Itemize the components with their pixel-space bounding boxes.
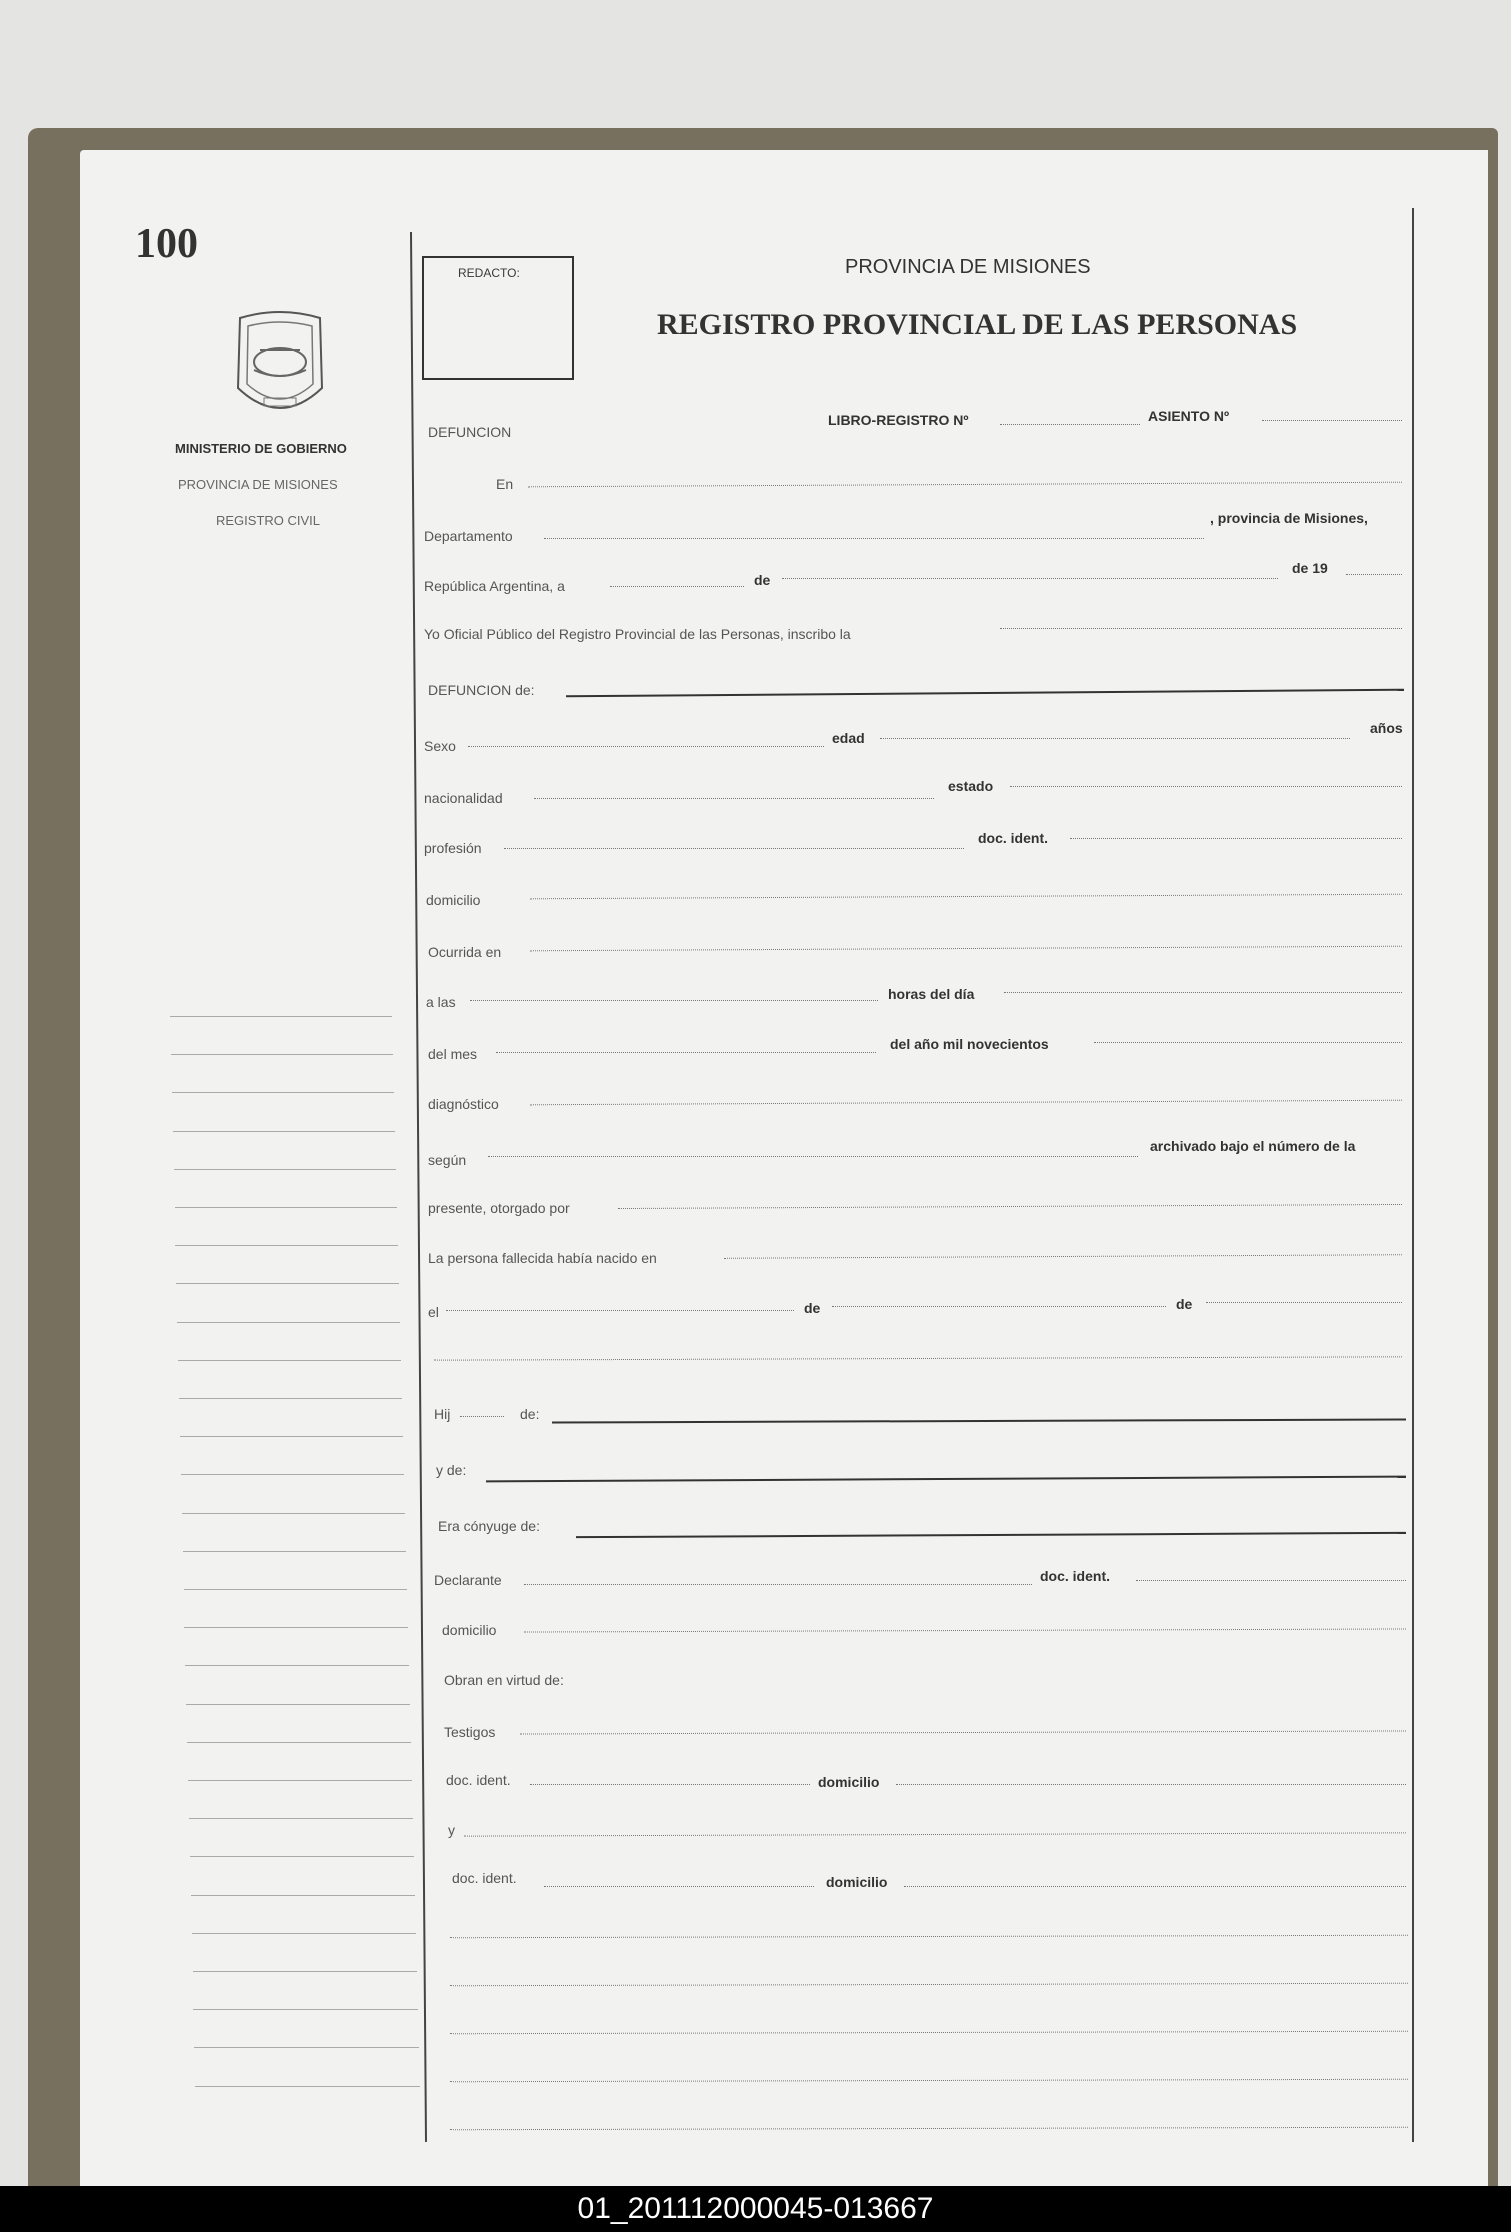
inscribo-field[interactable] <box>1000 628 1402 629</box>
profesion-label: profesión <box>424 840 482 856</box>
sidebar-ruled-line <box>192 1933 416 1934</box>
declarante-label: Declarante <box>434 1572 502 1588</box>
segun-label: según <box>428 1152 467 1168</box>
declarante-field[interactable] <box>524 1584 1032 1585</box>
obran-label: Obran en virtud de: <box>444 1672 564 1688</box>
sidebar-ruled-line <box>185 1665 409 1666</box>
domicilio-label-3: domicilio <box>818 1774 880 1790</box>
sidebar-ruled-line <box>190 1856 414 1857</box>
sidebar-ruled-line <box>177 1322 400 1323</box>
anos-label: años <box>1370 720 1403 736</box>
provincial-emblem-icon <box>230 310 330 428</box>
el-day-field[interactable] <box>446 1310 794 1311</box>
a-las-label: a las <box>426 994 456 1010</box>
profesion-field[interactable] <box>504 848 964 849</box>
province-heading: PROVINCIA DE MISIONES <box>845 256 1091 278</box>
y-de-label: y de: <box>436 1462 467 1478</box>
testigos-label: Testigos <box>444 1724 496 1740</box>
departamento-label: Departamento <box>424 528 513 544</box>
horas-label: horas del día <box>888 986 975 1002</box>
era-conyuge-label: Era cónyuge de: <box>438 1518 540 1534</box>
sidebar-ruled-line <box>176 1283 399 1284</box>
republica-month-field[interactable] <box>782 578 1278 579</box>
doc-ident-field-2[interactable] <box>1136 1580 1406 1581</box>
sidebar-ruled-line <box>181 1474 404 1475</box>
asiento-label: ASIENTO Nº <box>1148 408 1230 424</box>
sidebar-ruled-line <box>184 1589 408 1590</box>
sidebar-ruled-line <box>184 1627 408 1628</box>
republica-de-label: de <box>754 572 771 588</box>
sidebar-ruled-line <box>173 1131 395 1132</box>
sidebar-ruled-line <box>182 1513 405 1514</box>
ocurrida-en-label: Ocurrida en <box>428 944 502 960</box>
sidebar-ruled-line <box>170 1016 392 1017</box>
doc-ident-field-3[interactable] <box>530 1784 810 1785</box>
domicilio-label-2: domicilio <box>442 1622 497 1638</box>
registry-title: REGISTRO PROVINCIAL DE LAS PERSONAS <box>657 308 1298 341</box>
yo-oficial-label: Yo Oficial Público del Registro Provincial de las Personas, inscribo la <box>424 626 851 642</box>
libro-registro-label: LIBRO-REGISTRO Nº <box>828 412 969 428</box>
doc-ident-label-2: doc. ident. <box>1040 1568 1110 1584</box>
sidebar-ruled-line <box>189 1818 413 1819</box>
year-field[interactable] <box>1346 574 1402 575</box>
departamento-field[interactable] <box>544 538 1204 539</box>
presente-label: presente, otorgado por <box>428 1200 570 1216</box>
redacto-label: REDACTO: <box>458 266 520 280</box>
footer-id: 01_201112000045-013667 <box>0 2186 1511 2232</box>
defuncion-label: DEFUNCION <box>428 424 512 440</box>
sidebar-ruled-line <box>195 2086 420 2087</box>
form-page <box>80 150 1488 2190</box>
sidebar-ruled-line <box>174 1169 396 1170</box>
republica-day-field[interactable] <box>610 586 744 587</box>
domicilio-field-3[interactable] <box>896 1784 1406 1785</box>
domicilio-label-1: domicilio <box>426 892 481 908</box>
sidebar-ruled-line <box>187 1742 411 1743</box>
del-mes-field[interactable] <box>496 1052 876 1053</box>
doc-ident-label-3: doc. ident. <box>446 1772 511 1788</box>
edad-field[interactable] <box>880 738 1350 739</box>
del-mes-label: del mes <box>428 1046 478 1062</box>
nacionalidad-label: nacionalidad <box>424 790 503 806</box>
hij-suffix-field[interactable] <box>460 1416 504 1417</box>
el-year-field[interactable] <box>1206 1302 1402 1303</box>
sidebar-ruled-line <box>178 1360 401 1361</box>
sidebar-ruled-line <box>194 2047 419 2048</box>
sidebar-ruled-line <box>183 1551 406 1552</box>
sidebar-ruled-line <box>188 1780 412 1781</box>
del-ano-field[interactable] <box>1094 1042 1402 1043</box>
el-month-field[interactable] <box>832 1306 1166 1307</box>
sidebar-registro: REGISTRO CIVIL <box>216 513 321 528</box>
doc-ident-label-4: doc. ident. <box>452 1870 517 1886</box>
sidebar-ruled-line <box>175 1245 398 1246</box>
doc-ident-field-1[interactable] <box>1070 838 1402 839</box>
sexo-label: Sexo <box>424 738 456 754</box>
el-de-label-1: de <box>804 1300 821 1316</box>
sidebar-ruled-line <box>175 1207 398 1208</box>
sidebar-ruled-line <box>180 1436 403 1437</box>
a-las-field[interactable] <box>470 1000 878 1001</box>
sidebar-province: PROVINCIA DE MISIONES <box>178 477 338 492</box>
domicilio-field-4[interactable] <box>904 1886 1406 1887</box>
de-19-label: de 19 <box>1292 560 1328 576</box>
sidebar-ruled-line <box>193 1971 418 1972</box>
el-de-label-2: de <box>1176 1296 1193 1312</box>
sidebar-ruled-line <box>172 1092 394 1093</box>
defuncion-de-label: DEFUNCION de: <box>428 682 535 698</box>
en-label: En <box>496 476 514 492</box>
segun-field[interactable] <box>488 1156 1138 1157</box>
right-column-rule <box>1412 208 1414 2142</box>
sidebar-ruled-line <box>191 1895 415 1896</box>
doc-ident-field-4[interactable] <box>544 1886 814 1887</box>
sidebar-ruled-line <box>171 1054 393 1055</box>
el-label: el <box>428 1304 439 1320</box>
sidebar-ministry: MINISTERIO DE GOBIERNO <box>175 441 347 456</box>
page-number: 100 <box>135 221 198 267</box>
persona-nacido-label: La persona fallecida había nacido en <box>428 1250 657 1266</box>
edad-label: edad <box>832 730 865 746</box>
y-label: y <box>448 1822 455 1838</box>
domicilio-label-4: domicilio <box>826 1874 888 1890</box>
diagnostico-label: diagnóstico <box>428 1096 499 1112</box>
horas-field[interactable] <box>1004 992 1402 993</box>
sexo-field[interactable] <box>468 746 824 747</box>
doc-ident-label-1: doc. ident. <box>978 830 1048 846</box>
nacionalidad-field[interactable] <box>534 798 934 799</box>
sidebar-ruled-line <box>193 2009 418 2010</box>
sidebar-ruled-line <box>179 1398 402 1399</box>
asiento-field[interactable] <box>1262 420 1402 421</box>
hij-de-label: de: <box>520 1406 540 1422</box>
archivado-label: archivado bajo el número de la <box>1150 1138 1356 1154</box>
provincia-misiones-label: , provincia de Misiones, <box>1210 510 1368 526</box>
hij-label: Hij <box>434 1406 451 1422</box>
estado-field[interactable] <box>1010 786 1402 787</box>
libro-registro-field[interactable] <box>1000 424 1140 425</box>
sidebar-ruled-line <box>186 1704 410 1705</box>
republica-label: República Argentina, a <box>424 578 565 594</box>
estado-label: estado <box>948 778 994 794</box>
del-ano-label: del año mil novecientos <box>890 1036 1049 1052</box>
